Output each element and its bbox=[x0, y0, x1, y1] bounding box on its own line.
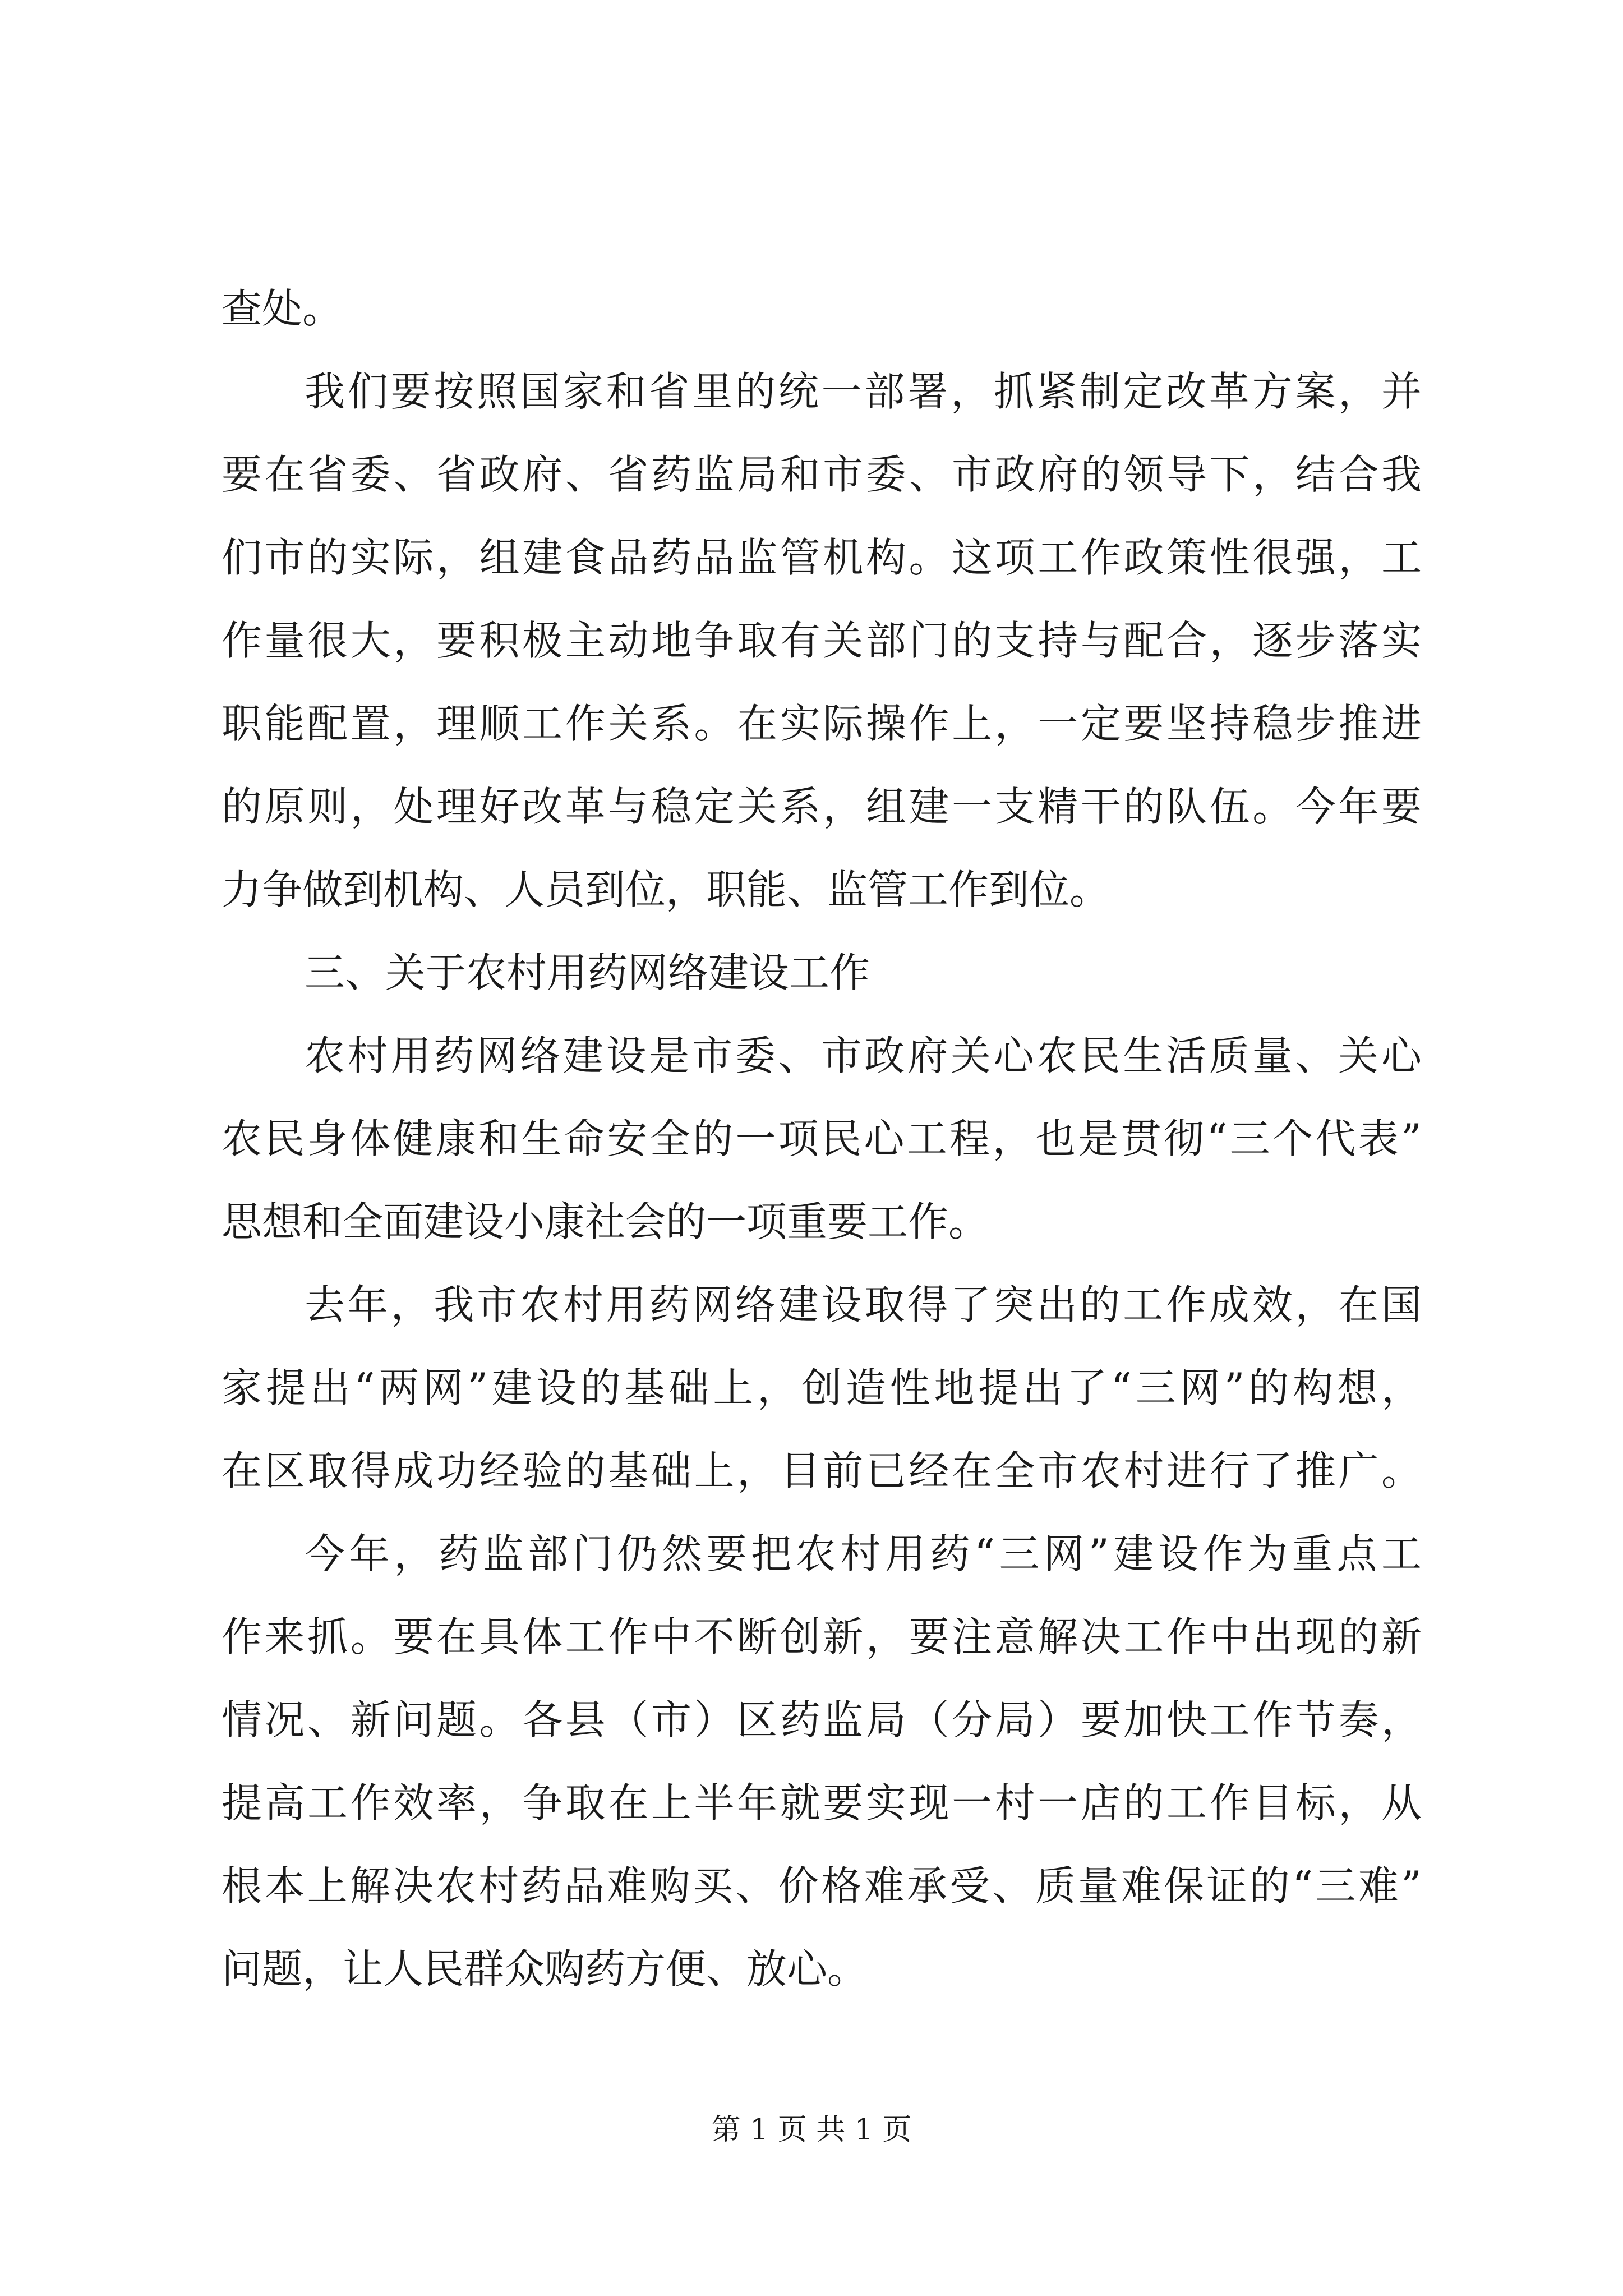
text-line: 的原则，处理好改革与稳定关系，组建一支精干的队伍。今年要 bbox=[222, 783, 1422, 830]
section-heading: 三、关于农村用药网络建设工作 bbox=[305, 949, 870, 996]
text-line: 要在省委、省政府、省药监局和市委、市政府的领导下，结合我 bbox=[222, 451, 1422, 498]
text-line: 情况、新问题。各县（市）区药监局（分局）要加快工作节奏， bbox=[222, 1696, 1422, 1743]
text-line: 今年，药监部门仍然要把农村用药“三网”建设作为重点工 bbox=[305, 1530, 1422, 1577]
text-line: 力争做到机构、人员到位，职能、监管工作到位。 bbox=[222, 866, 1110, 913]
text-line: 我们要按照国家和省里的统一部署，抓紧制定改革方案，并 bbox=[305, 368, 1422, 415]
text-line: 作量很大，要积极主动地争取有关部门的支持与配合，逐步落实 bbox=[222, 617, 1422, 664]
document-body bbox=[222, 267, 1422, 2010]
text-line: 在区取得成功经验的基础上，目前已经在全市农村进行了推广。 bbox=[222, 1447, 1422, 1494]
text-line: 问题，让人民群众购药方便、放心。 bbox=[222, 1945, 868, 1993]
text-line: 职能配置，理顺工作关系。在实际操作上，一定要坚持稳步推进 bbox=[222, 700, 1422, 747]
text-line: 去年，我市农村用药网络建设取得了突出的工作成效，在国 bbox=[305, 1281, 1422, 1328]
text-line: 们市的实际，组建食品药品监管机构。这项工作政策性很强，工 bbox=[222, 534, 1422, 581]
text-line: 农民身体健康和生命安全的一项民心工程，也是贯彻“三个代表” bbox=[222, 1115, 1422, 1162]
text-line: 家提出“两网”建设的基础上，创造性地提出了“三网”的构想， bbox=[222, 1364, 1422, 1411]
page-number-footer: 第 1 页 共 1 页 bbox=[711, 2113, 912, 2147]
text-line: 作来抓。要在具体工作中不断创新，要注意解决工作中出现的新 bbox=[222, 1613, 1422, 1660]
text-line: 思想和全面建设小康社会的一项重要工作。 bbox=[222, 1198, 989, 1245]
text-line: 查处。 bbox=[222, 285, 343, 332]
text-line: 提高工作效率，争取在上半年就要实现一村一店的工作目标，从 bbox=[222, 1779, 1422, 1826]
text-line: 根本上解决农村药品难购买、价格难承受、质量难保证的“三难” bbox=[222, 1862, 1422, 1910]
text-line: 农村用药网络建设是市委、市政府关心农民生活质量、关心 bbox=[305, 1032, 1422, 1079]
